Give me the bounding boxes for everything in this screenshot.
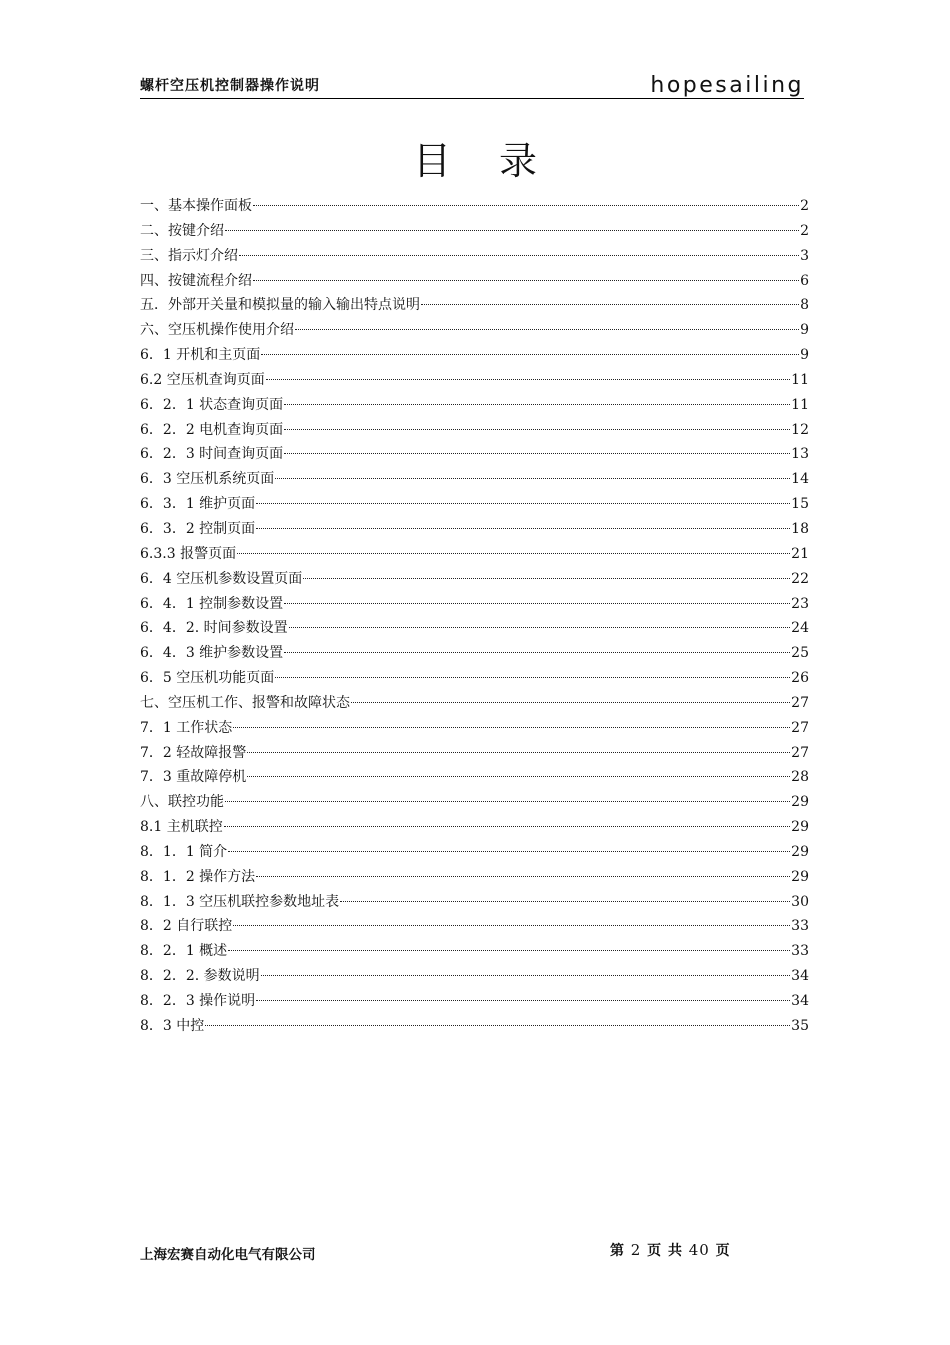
toc-entry-label: 6．3 空压机系统页面 <box>140 471 275 488</box>
toc-entry-label: 6．2．2 电机查询页面 <box>140 421 284 438</box>
toc-entry-label: 7．3 重故障停机 <box>140 769 247 786</box>
toc-entry-label: 七、空压机工作、报警和故障状态 <box>140 694 350 711</box>
toc-entry[interactable] <box>140 914 809 939</box>
toc-entry-page: 25 <box>791 645 809 662</box>
toc-dot-leader <box>284 403 790 405</box>
toc-entry-label: 6．4．3 维护参数设置 <box>140 645 284 662</box>
toc-entry-label: 6.3.3 报警页面 <box>140 545 237 562</box>
toc-entry-label: 8．1．1 简介 <box>140 843 228 860</box>
toc-dot-leader <box>225 229 799 231</box>
table-of-contents <box>140 194 809 1039</box>
toc-entry-label: 二、按键介绍 <box>140 222 224 239</box>
toc-entry-page: 29 <box>791 794 809 811</box>
toc-entry[interactable] <box>140 865 809 890</box>
toc-entry[interactable] <box>140 269 809 294</box>
toc-entry-page: 6 <box>800 272 809 289</box>
toc-dot-leader <box>256 875 790 877</box>
toc-entry-page: 9 <box>800 347 809 364</box>
toc-dot-leader <box>253 204 799 206</box>
toc-entry-page: 27 <box>791 744 809 761</box>
toc-title: 目 录 <box>412 139 556 183</box>
toc-entry-page: 12 <box>791 421 809 438</box>
toc-entry-page: 33 <box>791 943 809 960</box>
toc-entry-page: 27 <box>791 694 809 711</box>
toc-entry-label: 6．3．2 控制页面 <box>140 520 256 537</box>
toc-entry[interactable] <box>140 542 809 567</box>
toc-entry[interactable] <box>140 219 809 244</box>
toc-entry-page: 29 <box>791 868 809 885</box>
toc-dot-leader <box>233 924 790 926</box>
toc-dot-leader <box>224 825 790 827</box>
toc-entry[interactable] <box>140 691 809 716</box>
toc-entry-label: 八、联控功能 <box>140 794 224 811</box>
toc-entry-label: 8．3 中控 <box>140 1017 205 1034</box>
toc-entry-label: 7．1 工作状态 <box>140 719 233 736</box>
toc-entry-label: 8．2 自行联控 <box>140 918 233 935</box>
toc-entry[interactable] <box>140 442 809 467</box>
toc-entry-page: 30 <box>791 893 809 910</box>
toc-entry[interactable] <box>140 939 809 964</box>
toc-entry-label: 6．4．2. 时间参数设置 <box>140 620 288 637</box>
toc-dot-leader <box>228 949 790 951</box>
footer-page-total: 40 <box>688 1241 710 1259</box>
toc-entry[interactable] <box>140 964 809 989</box>
footer-page-number <box>610 1240 731 1260</box>
toc-dot-leader <box>228 850 790 852</box>
toc-entry[interactable] <box>140 567 809 592</box>
toc-entry-page: 33 <box>791 918 809 935</box>
toc-entry[interactable] <box>140 244 809 269</box>
toc-entry-page: 13 <box>791 446 809 463</box>
toc-dot-leader <box>253 279 799 281</box>
header-brand: hopesailing <box>650 73 804 98</box>
toc-entry-label: 6．5 空压机功能页面 <box>140 670 275 687</box>
toc-entry-label: 6．2．3 时间查询页面 <box>140 446 284 463</box>
toc-dot-leader <box>247 775 790 777</box>
toc-entry[interactable] <box>140 765 809 790</box>
toc-dot-leader <box>256 999 790 1001</box>
page-header <box>140 72 804 99</box>
toc-entry-page: 23 <box>791 595 809 612</box>
toc-entry-label: 6．3．1 维护页面 <box>140 496 256 513</box>
toc-dot-leader <box>275 477 790 479</box>
toc-entry-label: 8．1．2 操作方法 <box>140 868 256 885</box>
toc-entry-page: 34 <box>791 993 809 1009</box>
toc-entry[interactable] <box>140 293 809 318</box>
toc-entry[interactable] <box>140 1014 809 1039</box>
toc-entry-label: 六、空压机操作使用介绍 <box>140 322 294 339</box>
toc-dot-leader <box>351 701 790 703</box>
header-doc-title: 螺杆空压机控制器操作说明 <box>140 78 320 94</box>
toc-entry-page: 11 <box>791 371 809 388</box>
toc-entry-label: 8．2．1 概述 <box>140 943 228 960</box>
toc-entry[interactable] <box>140 368 809 393</box>
toc-entry[interactable] <box>140 194 809 219</box>
footer-page-prefix: 第 <box>610 1243 625 1259</box>
toc-entry-label: 6．2．1 状态查询页面 <box>140 396 284 413</box>
toc-entry[interactable] <box>140 318 809 343</box>
toc-dot-leader <box>295 328 799 330</box>
toc-dot-leader <box>237 552 790 554</box>
toc-entry[interactable] <box>140 393 809 418</box>
toc-dot-leader <box>284 428 790 430</box>
toc-dot-leader <box>256 527 790 529</box>
toc-entry-label: 6．4 空压机参数设置页面 <box>140 570 303 587</box>
toc-dot-leader <box>421 303 799 305</box>
toc-dot-leader <box>340 900 790 902</box>
toc-entry-page: 29 <box>791 843 809 860</box>
toc-dot-leader <box>266 378 790 380</box>
toc-entry-page: 3 <box>800 247 809 264</box>
toc-dot-leader <box>239 254 799 256</box>
toc-dot-leader <box>205 1024 790 1026</box>
toc-entry-page: 28 <box>791 769 809 786</box>
toc-entry-label: 6．4．1 控制参数设置 <box>140 595 284 612</box>
toc-entry-label: 五．外部开关量和模拟量的输入输出特点说明 <box>140 297 420 314</box>
toc-dot-leader <box>261 353 799 355</box>
toc-entry-label: 8．2．3 操作说明 <box>140 993 256 1009</box>
toc-entry-page: 2 <box>800 222 809 239</box>
toc-dot-leader <box>284 602 790 604</box>
footer-page-suffix: 页 <box>715 1243 731 1259</box>
toc-entry[interactable] <box>140 890 809 915</box>
toc-entry-label: 8．1．3 空压机联控参数地址表 <box>140 893 340 910</box>
toc-entry[interactable] <box>140 467 809 492</box>
toc-entry[interactable] <box>140 716 809 741</box>
toc-dot-leader <box>289 626 791 628</box>
toc-dot-leader <box>261 974 791 976</box>
toc-entry-page: 18 <box>791 520 809 537</box>
toc-entry-page: 27 <box>791 719 809 736</box>
toc-entry-page: 8 <box>800 297 809 314</box>
toc-entry-page: 22 <box>791 570 809 587</box>
toc-entry-page: 14 <box>791 471 809 488</box>
toc-entry[interactable] <box>140 641 809 666</box>
toc-entry[interactable] <box>140 666 809 691</box>
toc-entry[interactable] <box>140 517 809 542</box>
toc-entry[interactable] <box>140 418 809 443</box>
toc-entry[interactable] <box>140 592 809 617</box>
toc-entry-page: 35 <box>791 1017 809 1034</box>
toc-entry-label: 6．1 开机和主页面 <box>140 347 261 364</box>
toc-entry-label: 8.1 主机联控 <box>140 819 223 836</box>
toc-entry-label: 一、基本操作面板 <box>140 198 252 214</box>
toc-entry-page: 24 <box>791 620 809 637</box>
toc-entry-page: 2 <box>800 198 809 214</box>
toc-entry[interactable] <box>140 815 809 840</box>
toc-entry-page: 9 <box>800 322 809 339</box>
toc-entry[interactable] <box>140 343 809 368</box>
toc-entry-page: 15 <box>791 496 809 513</box>
toc-dot-leader <box>247 751 790 753</box>
toc-entry-label: 三、指示灯介绍 <box>140 247 238 264</box>
toc-dot-leader <box>233 726 790 728</box>
footer-company: 上海宏赛自动化电气有限公司 <box>140 1247 316 1263</box>
toc-dot-leader <box>256 502 790 504</box>
toc-entry-label: 7．2 轻故障报警 <box>140 744 247 761</box>
toc-entry-label: 6.2 空压机查询页面 <box>140 371 265 388</box>
toc-entry-label: 四、按键流程介绍 <box>140 272 252 289</box>
toc-dot-leader <box>275 676 790 678</box>
toc-entry[interactable] <box>140 492 809 517</box>
toc-entry-page: 21 <box>791 545 809 562</box>
toc-entry[interactable] <box>140 989 809 1014</box>
toc-dot-leader <box>303 577 790 579</box>
toc-entry-page: 34 <box>791 968 809 985</box>
toc-dot-leader <box>225 800 790 802</box>
toc-entry-label: 8．2．2. 参数说明 <box>140 968 260 985</box>
toc-dot-leader <box>284 651 790 653</box>
toc-entry-page: 11 <box>791 396 809 413</box>
footer-page-current: 2 <box>630 1241 642 1259</box>
toc-entry[interactable] <box>140 790 809 815</box>
toc-entry[interactable] <box>140 840 809 865</box>
toc-dot-leader <box>284 452 790 454</box>
toc-entry-page: 26 <box>791 670 809 687</box>
toc-entry[interactable] <box>140 741 809 766</box>
toc-entry-page: 29 <box>791 819 809 836</box>
toc-entry[interactable] <box>140 616 809 641</box>
footer-page-mid: 页 共 <box>647 1243 683 1259</box>
